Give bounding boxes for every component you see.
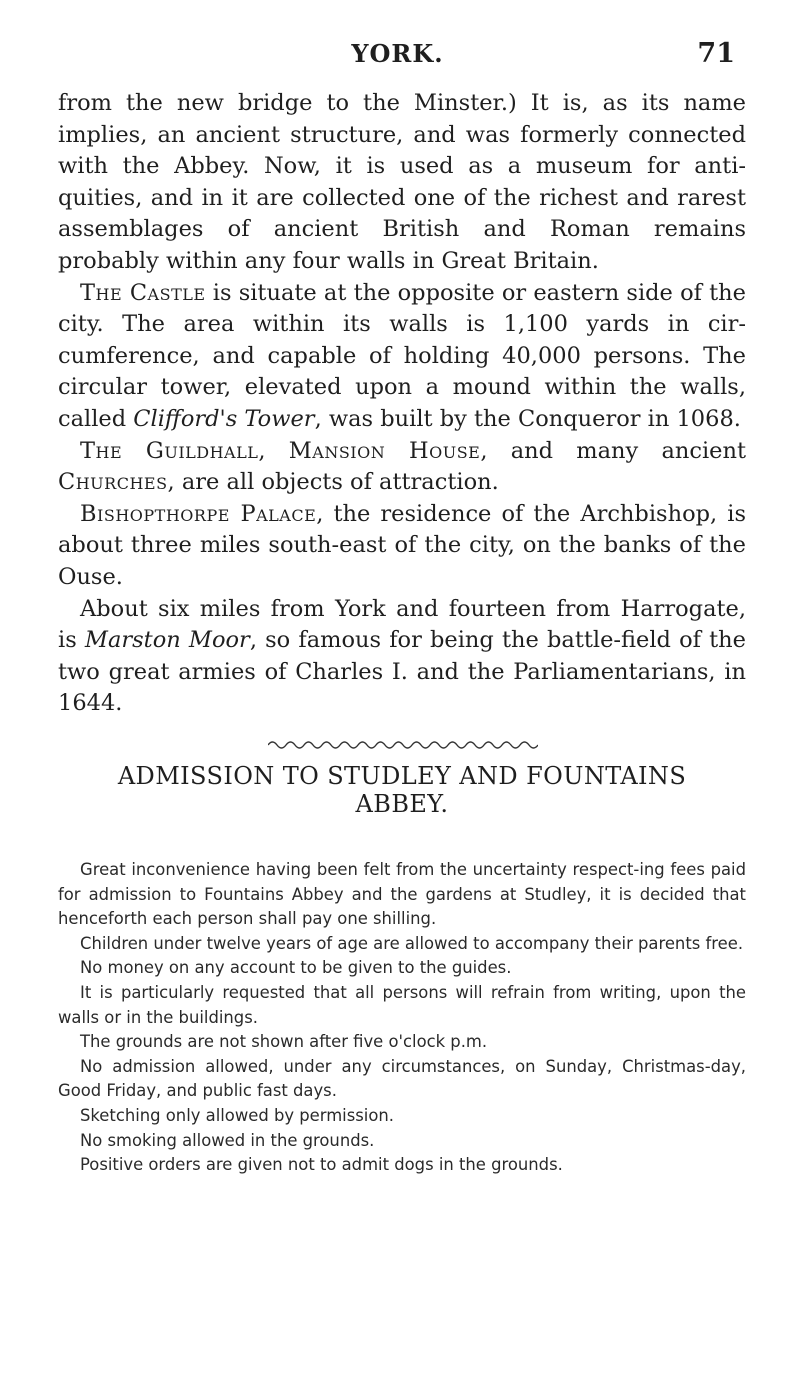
main-text	[58, 88, 746, 720]
notice-heading-line-1: ADMISSION TO STUDLEY AND FOUNTAINS	[117, 762, 687, 790]
bishopthorpe-heading: Bishopthorpe Palace	[80, 500, 317, 527]
paragraph-abbey-museum	[58, 88, 746, 278]
castle-heading: The Castle	[80, 279, 206, 306]
notice-heading-line-2: ABBEY.	[355, 790, 449, 818]
notice-rule: Positive orders are given not to admit dogs in the grounds.	[80, 1155, 563, 1175]
notice-rule: Children under twelve years of age are allowed to accompany their parents free.	[80, 933, 744, 953]
notice-rule: The grounds are not shown after five o'clock p.m.	[80, 1032, 488, 1052]
notice-rule: No money on any account to be given to the guides.	[80, 958, 512, 978]
notice-rule: No smoking allowed in the grounds.	[80, 1130, 375, 1150]
paragraph-text: , are all objects of attraction.	[167, 469, 499, 496]
paragraph-guildhall	[58, 436, 746, 499]
guildhall-heading: The Guildhall	[80, 437, 259, 464]
notice-heading	[58, 762, 746, 818]
paragraph-marston-moor	[58, 594, 746, 720]
wavy-rule-ornament	[268, 738, 538, 752]
paragraph-text: , and many ancient	[480, 437, 746, 464]
paragraph-bishopthorpe	[58, 499, 746, 594]
paragraph-castle	[58, 278, 746, 436]
page-number: 71	[697, 38, 735, 69]
paragraph-text: About six miles from York and fourteen from Harrogate, is	[58, 595, 746, 654]
notice-rule: It is particularly requested that all persons will refrain from writing, upon the walls or in the buildings.	[58, 982, 746, 1027]
mansion-house-heading: Mansion House	[288, 437, 481, 464]
running-title: YORK.	[351, 39, 444, 68]
notice-rule: No admission allowed, under any circumstances, on Sunday, Christmas-day, Good Friday, and public fast days.	[58, 1056, 746, 1101]
notice-rule: Great inconvenience having been felt from the uncertainty respect-ing fees paid for admission to Fountains Abbey and the gardens at Studley, it is decided that henceforth each person shall pay one shilling.	[58, 860, 746, 929]
notice-rules	[58, 858, 746, 1178]
paragraph-text: , so famous for being the battle-field of the two great armies of Charles I. and the Parliamentarians, in 1644.	[58, 627, 746, 717]
cliffords-tower-italic: Clifford's Tower	[133, 405, 315, 432]
notice-rule: Sketching only allowed by permission.	[80, 1105, 394, 1125]
separator: ,	[258, 437, 289, 464]
churches-heading: Churches	[58, 469, 168, 496]
paragraph-text: is situate at the opposite or eastern side of the city. The area within its walls is 1,100 yards in cir-cumference, and capable of holding 40,000 persons. The circular tower, elevated upon a mound within the walls, called	[58, 279, 746, 432]
running-head	[60, 38, 735, 70]
paragraph-text: , the residence of the Archbishop, is about three miles south-east of the city, on the banks of the Ouse.	[58, 500, 746, 590]
marston-moor-italic: Marston Moor	[84, 627, 250, 654]
paragraph-text: from the new bridge to the Minster.) It is, as its name implies, an ancient structure, and was formerly connected with the Abbey. Now, it is used as a museum for anti-quities, and in it are collected one of the richest and rarest assemblages of ancient British and Roman remains probably within any four walls in Great Britain.	[58, 90, 746, 274]
paragraph-text: , was built by the Conqueror in 1068.	[314, 405, 741, 432]
